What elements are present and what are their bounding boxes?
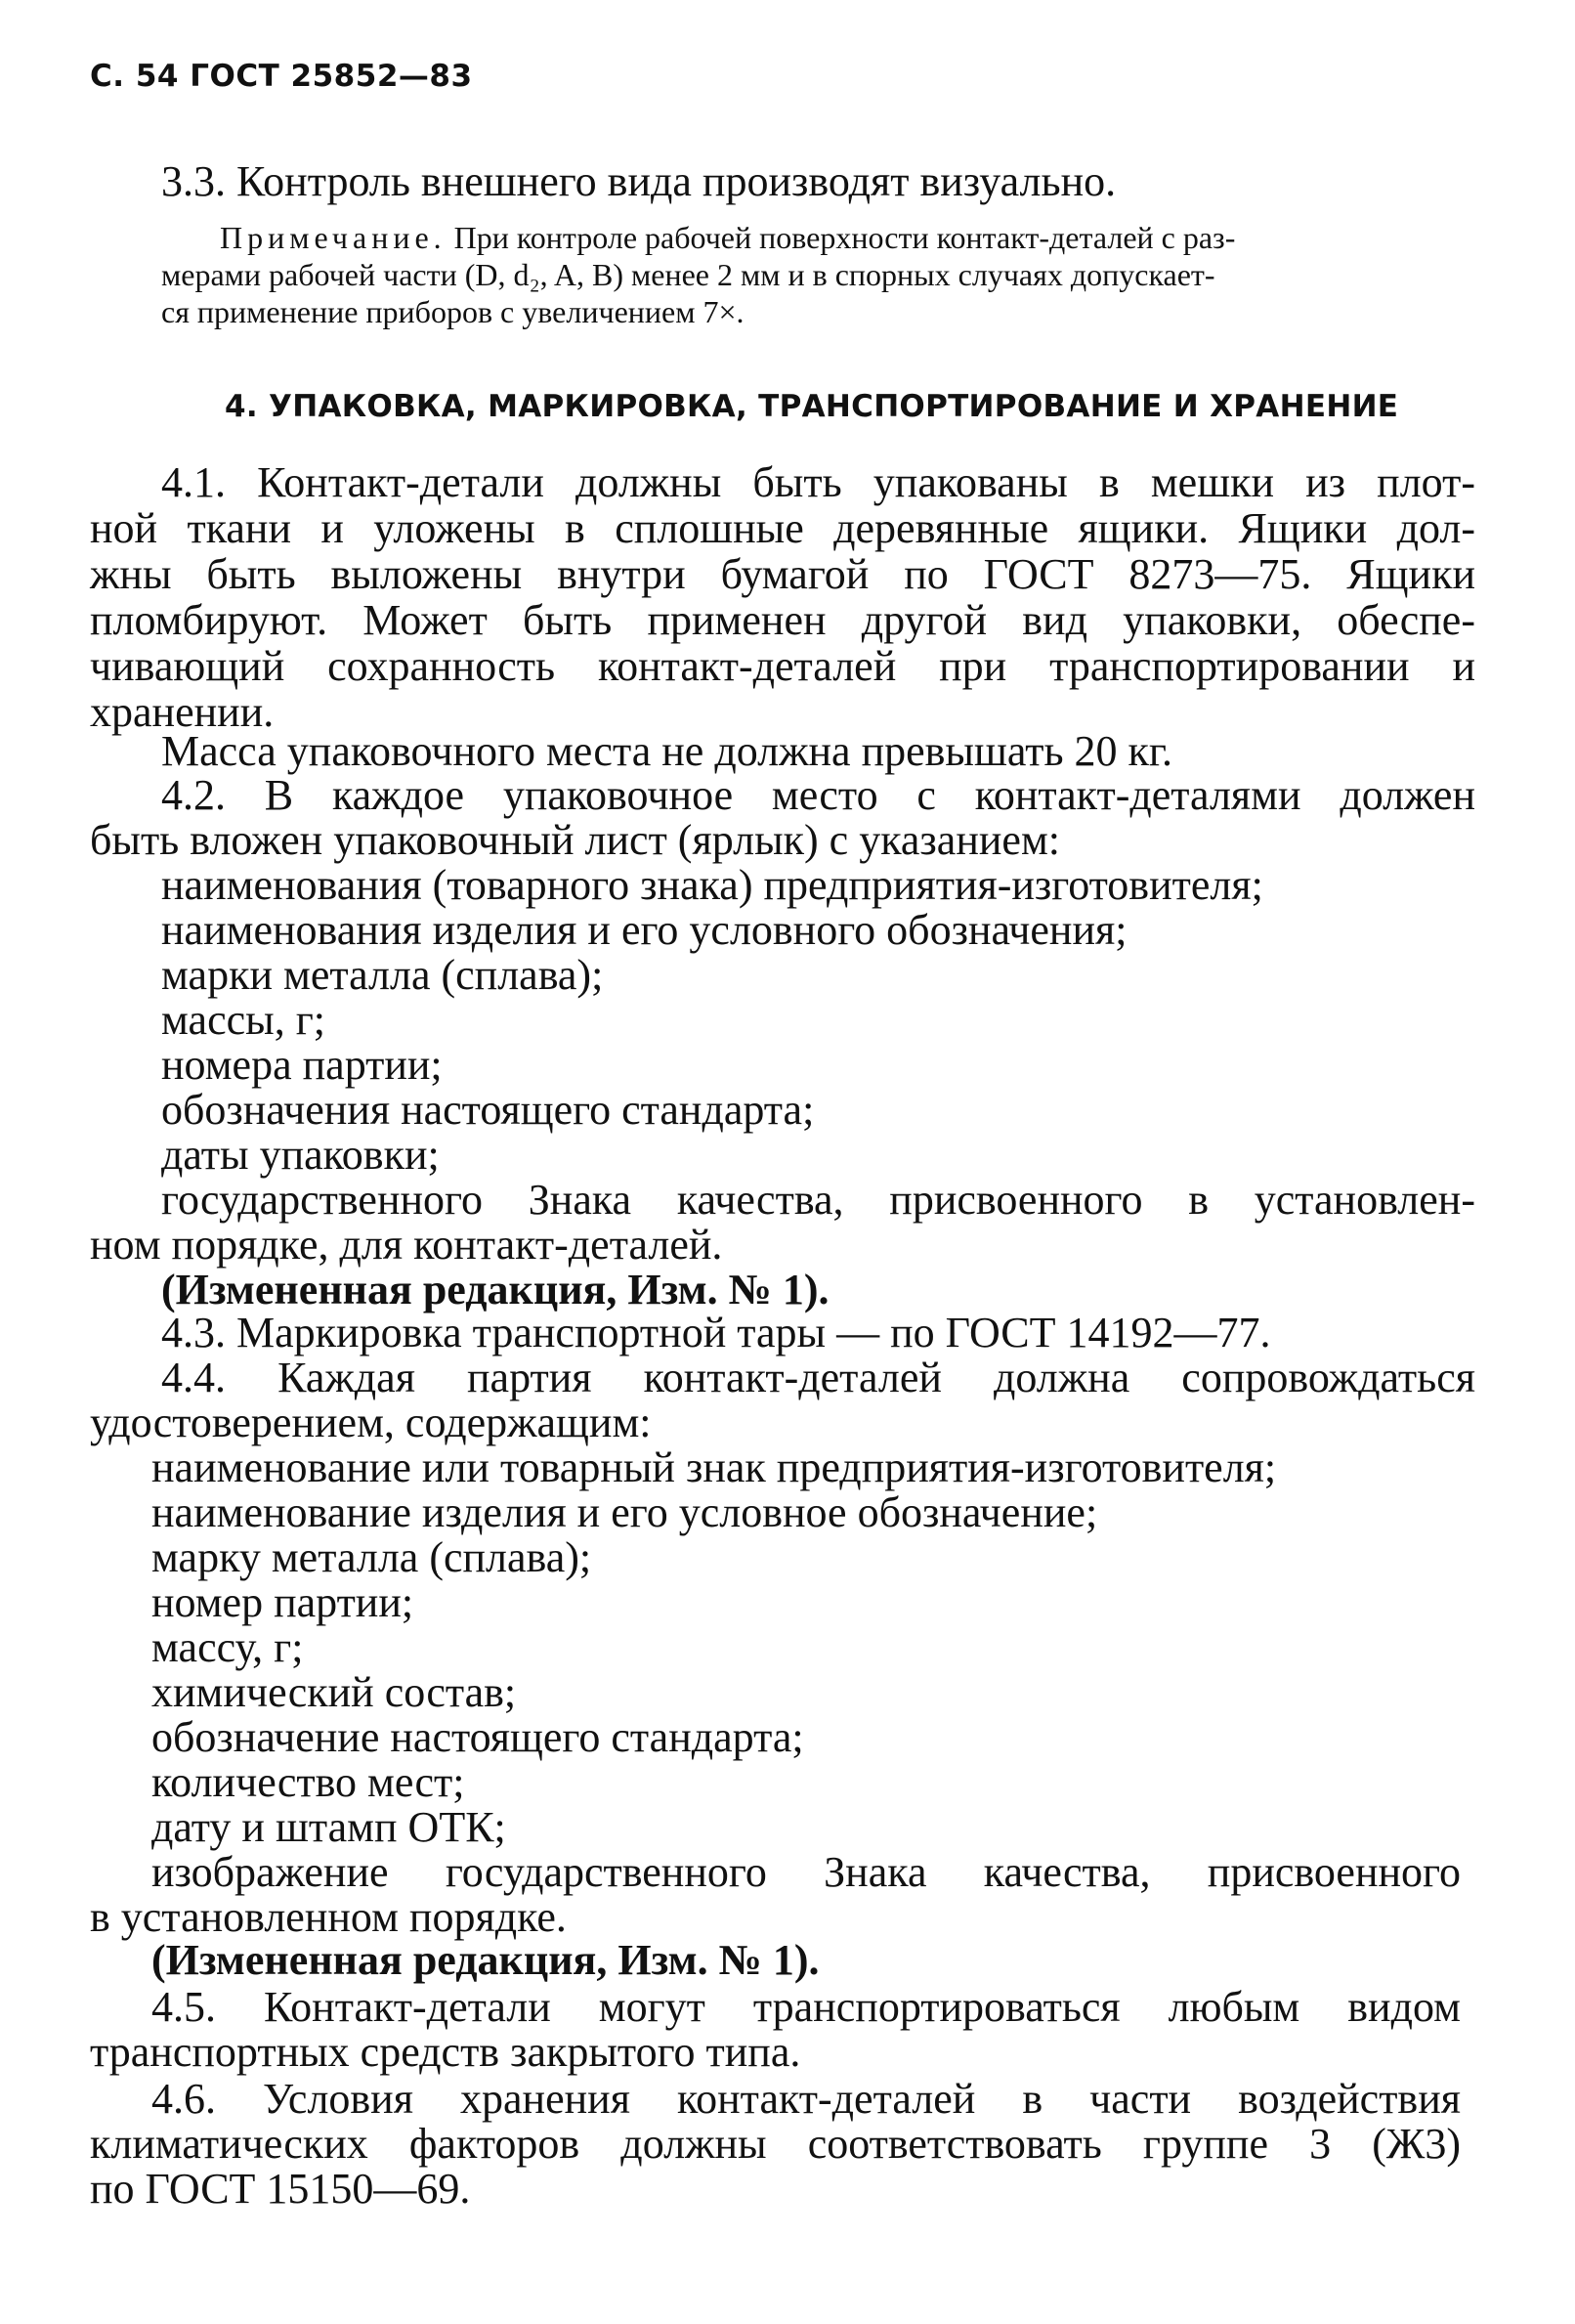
p4-1-line: 4.1. Контакт-детали должны быть упакованы в мешки из плот- <box>161 458 1475 506</box>
p4-4-line: 4.4. Каждая партия контакт-деталей должна сопровождаться <box>161 1354 1475 1401</box>
p4-2-item: обозначения настоящего стандарта; <box>161 1086 815 1134</box>
p4-1-mass: Масса упаковочного места не должна превышать 20 кг. <box>161 727 1173 775</box>
p4-2-item: номера партии; <box>161 1041 443 1089</box>
p4-2-line: 4.2. В каждое упаковочное место с контакт-деталями должен <box>161 771 1475 819</box>
p4-4-item: изображение государственного Знака качества, присвоенного <box>151 1848 1461 1896</box>
p4-2-item: наименования изделия и его условного обозначения; <box>161 906 1128 954</box>
p4-5-line: 4.5. Контакт-детали могут транспортироваться любым видом <box>151 1983 1461 2031</box>
amendment-note: (Измененная редакция, Изм. № 1). <box>161 1266 830 1313</box>
amendment-note: (Измененная редакция, Изм. № 1). <box>151 1936 820 1984</box>
p4-4-item: количество мест; <box>151 1758 465 1806</box>
p4-1-line: чивающий сохранность контакт-деталей при транспортировании и <box>90 642 1475 690</box>
p4-6-line: климатических факторов должны соответствовать группе 3 (Ж3) <box>90 2120 1461 2168</box>
note-line-2: мерами рабочей части (D, d₂, A, B) менее 2 мм и в спорных случаях допускает- <box>161 257 1215 292</box>
p4-4-item: номер партии; <box>151 1578 414 1626</box>
p4-2-item: ном порядке, для контакт-деталей. <box>90 1221 723 1269</box>
p4-1-line: хранении. <box>90 688 275 736</box>
note-label: Примечание. <box>220 220 447 255</box>
p4-4-item: обозначение настоящего стандарта; <box>151 1713 804 1761</box>
p4-4-item: марку металла (сплава); <box>151 1533 592 1581</box>
p4-2-item: марки металла (сплава); <box>161 951 604 999</box>
p4-2-item: наименования (товарного знака) предприятия-изготовителя; <box>161 861 1263 909</box>
p4-3: 4.3. Маркировка транспортной тары — по ГОСТ 14192—77. <box>161 1309 1271 1356</box>
p4-4-line: удостоверением, содержащим: <box>90 1399 652 1446</box>
paragraph-3-3: 3.3. Контроль внешнего вида производят визуально. <box>161 157 1117 205</box>
p4-2-item: массы, г; <box>161 996 325 1044</box>
p4-1-line: пломбируют. Может быть применен другой вид упаковки, обеспе- <box>90 596 1475 644</box>
p4-5-line: транспортных средств закрытого типа. <box>90 2028 801 2076</box>
p4-4-item: химический состав; <box>151 1668 517 1716</box>
p4-2-item: государственного Знака качества, присвоенного в установлен- <box>161 1176 1475 1224</box>
page-header: С. 54 ГОСТ 25852—83 <box>90 59 473 94</box>
p4-2-item: даты упаковки; <box>161 1131 440 1179</box>
p4-2-line: быть вложен упаковочный лист (ярлык) с указанием: <box>90 816 1061 864</box>
p4-6-line: по ГОСТ 15150—69. <box>90 2165 471 2213</box>
note-line-3: ся применение приборов с увеличением 7×. <box>161 294 745 329</box>
p4-4-item: дату и штамп ОТК; <box>151 1803 506 1851</box>
note-line-1 <box>220 220 1235 255</box>
note-text-1: При контроле рабочей поверхности контакт-деталей с раз- <box>453 220 1236 255</box>
p4-1-line: ной ткани и уложены в сплошные деревянные ящики. Ящики дол- <box>90 504 1475 552</box>
p4-4-item: наименование или товарный знак предприятия-изготовителя; <box>151 1443 1277 1491</box>
p4-4-item: в установленном порядке. <box>90 1893 567 1941</box>
p4-6-line: 4.6. Условия хранения контакт-деталей в части воздействия <box>151 2075 1461 2123</box>
p4-4-item: массу, г; <box>151 1623 304 1671</box>
p4-1-line: жны быть выложены внутри бумагой по ГОСТ 8273—75. Ящики <box>90 550 1475 598</box>
p4-4-item: наименование изделия и его условное обозначение; <box>151 1488 1098 1536</box>
section-4-title: 4. УПАКОВКА, МАРКИРОВКА, ТРАНСПОРТИРОВАНИЕ И ХРАНЕНИЕ <box>225 389 1399 424</box>
